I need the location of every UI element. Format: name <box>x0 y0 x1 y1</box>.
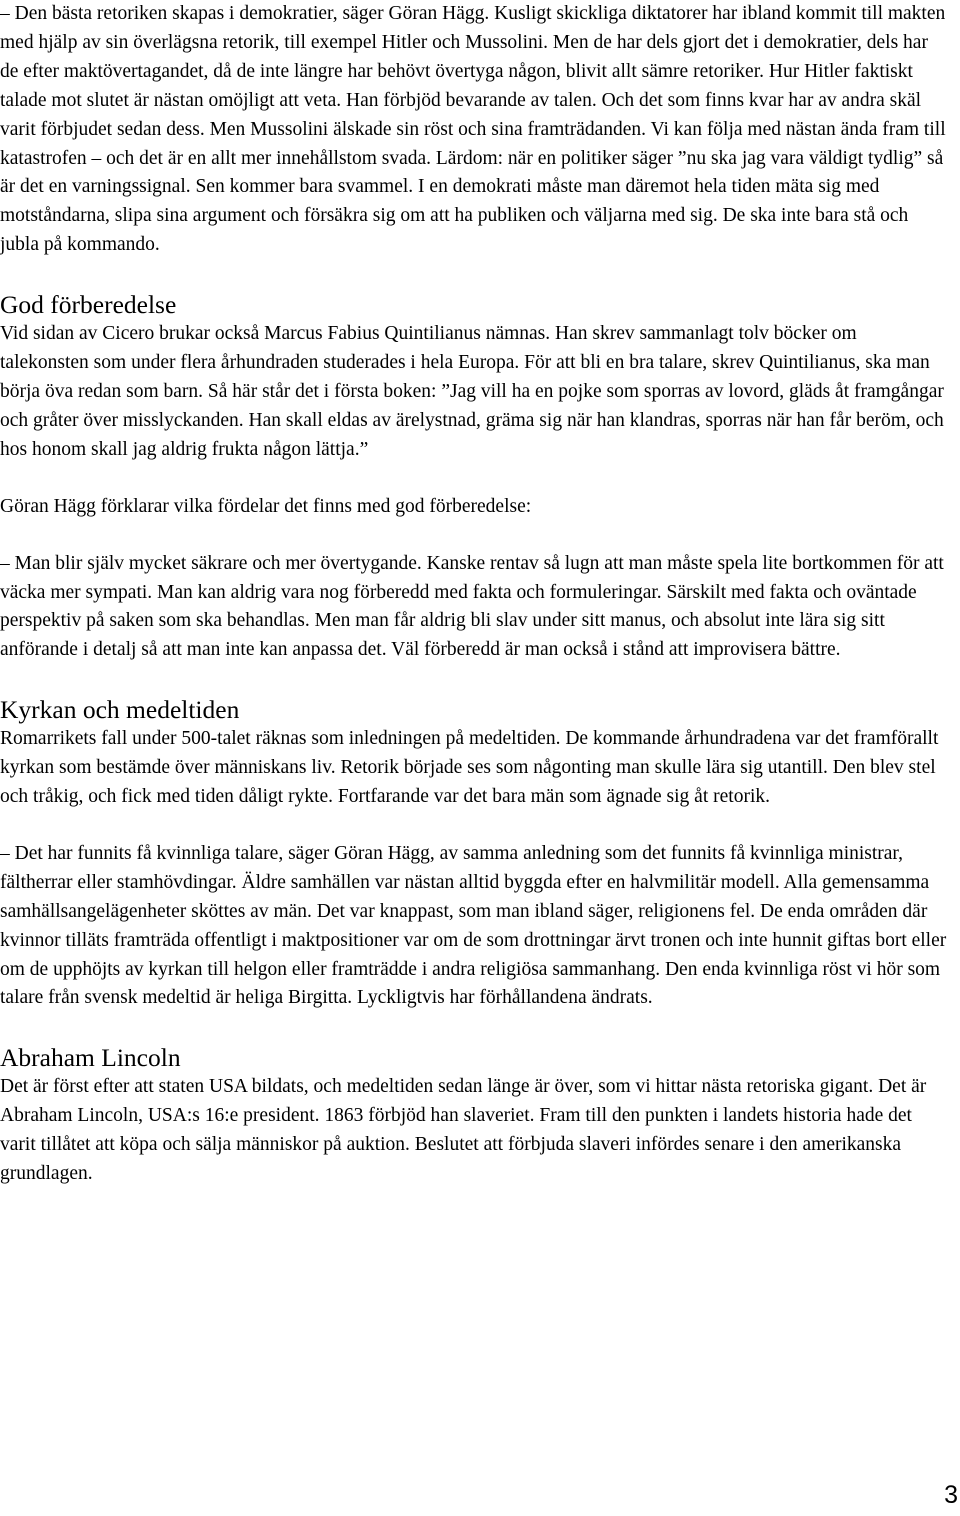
heading-abraham-lincoln: Abraham Lincoln <box>0 1043 181 1073</box>
paragraph-preparation-intro: Göran Hägg förklarar vilka fördelar det finns med god förberedelse: <box>0 495 532 517</box>
paragraph-preparation-benefits: – Man blir själv mycket säkrare och mer övertygande. Kanske rentav så lugn att man måste spela lite bortkommen för att väcka mer sympati. Man kan aldrig vara nog förberedd med fakta och formuleringar. Särskilt med fakta och oväntade perspektiv på saken som ska behandlas. Men man får aldrig bli slav under sitt manus, och absolut inte lära sig sitt anförande i detalj så att man inte kan anpassa det. Väl förberedd är man också i stånd att improvisera bättre. <box>0 552 944 661</box>
heading-god-forberedelse: God förberedelse <box>0 290 177 320</box>
paragraph-quintilianus: Vid sidan av Cicero brukar också Marcus Fabius Quintilianus nämnas. Han skrev sammanlagt tolv böcker om talekonsten som under flera århundraden studerades i hela Europa. För att bli en bra talare, skrev Quintilianus, ska man börja öva redan som barn. Så här står det i första boken: ”Jag vill ha en pojke som sporras av lovord, gläds åt framgångar och gråter över misslyckanden. Han skall eldas av ärelystnad, gräma sig när han klandras, sporras när han får beröm, och hos honom skall jag aldrig frukta någon lättja.” <box>0 323 944 460</box>
paragraph-hagg-democracy: – Den bästa retoriken skapas i demokratier, säger Göran Hägg. Kusligt skickliga diktatorer har ibland kommit till makten med hjälp av sin överlägsna retorik, till exempel Hitler och Mussolini. Men de har dels gjort det i demokratier, dels har de efter maktövertagandet, då de inte längre har behövt övertyga någon, blivit allt sämre retoriker. Hur Hitler faktiskt talade mot slutet är nästan omöjligt att veta. Han förbjöd bevarande av talen. Och det som finns kvar har av andra skäl varit förbjudet sedan dess. Men Mussolini älskade sin röst och sina framträdanden. Vi kan följa med nästan ända fram till katastrofen – och det är en allt mer innehållstom svada. Lärdom: när en politiker säger ”nu ska jag vara väldigt tydlig” så är det en varningssignal. Sen kommer bara svammel. I en demokrati måste man däremot hela tiden mäta sig med motståndarna, slipa sina argument och försäkra sig om att ha publiken och väljarna med sig. De ska inte bara stå och jubla på kommando. <box>0 3 946 256</box>
paragraph-medieval-church: Romarrikets fall under 500-talet räknas som inledningen på medeltiden. De kommande århundradena var det framförallt kyrkan som bestämde över människans liv. Retorik började ses som någonting man skulle lära sig utantill. Den blev stel och tråkig, och fick med tiden dåligt rykte. Fortfarande var det bara män som ägnade sig åt retorik. <box>0 728 939 808</box>
heading-kyrkan-och-medeltiden: Kyrkan och medeltiden <box>0 695 240 725</box>
page-number: 3 <box>944 1481 958 1509</box>
paragraph-female-speakers: – Det har funnits få kvinnliga talare, säger Göran Hägg, av samma anledning som det funnits få kvinnliga ministrar, fältherrar eller stamhövdingar. Äldre samhällen var nästan alltid byggda efter en halvmilitär modell. Alla gemensamma samhällsangelägenheter sköttes av män. Det var knappast, som man ibland säger, religionens fel. De enda områden där kvinnor tilläts framträda offentligt i maktpositioner var om de som drottningar ärvt tronen och inte hunnit giftas bort eller om de upphöjts av kyrkan till helgon eller framträdde i andra religiösa sammanhang. Den enda kvinnliga röst vi hör som talare från svensk medeltid är heliga Birgitta. Lyckligtvis har förhållandena ändrats. <box>0 842 947 1009</box>
paragraph-lincoln: Det är först efter att staten USA bildats, och medeltiden sedan länge är över, som vi hittar nästa retoriska gigant. Det är Abraham Lincoln, USA:s 16:e president. 1863 förbjöd han slaveriet. Fram till den punkten i landets historia hade det varit tillåtet att köpa och sälja människor på auktion. Beslutet att förbjuda slaveri infördes senare i den amerikanska grundlagen. <box>0 1076 927 1185</box>
